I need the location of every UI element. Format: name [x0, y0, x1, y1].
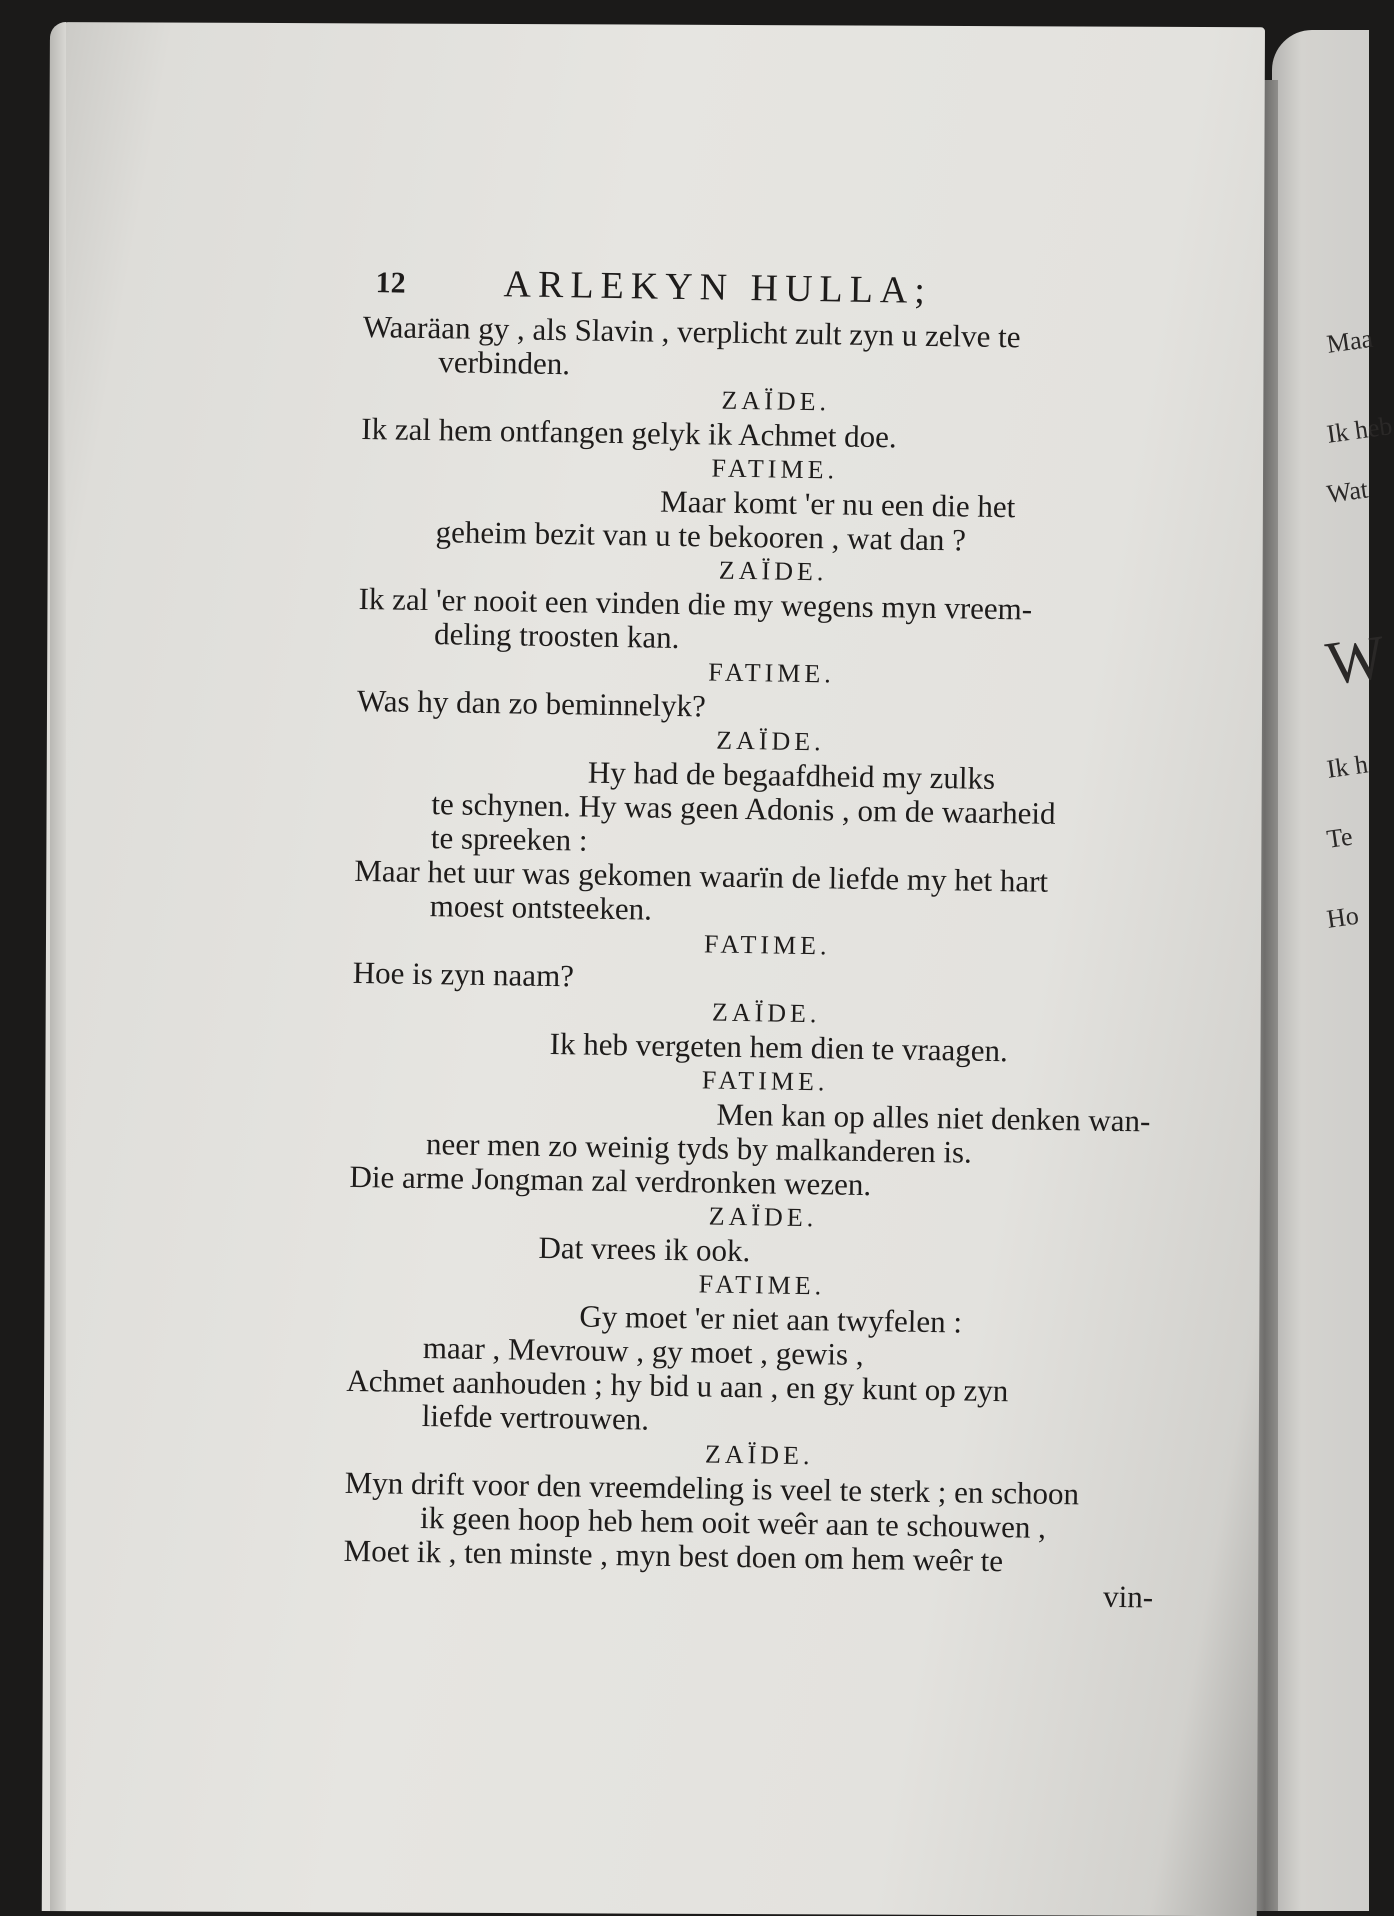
facing-fragment: Maa	[1324, 323, 1375, 359]
speaker-name: FATIME.	[701, 1065, 829, 1097]
text-line: neer men zo weinig tyds by malkanderen is.	[425, 1126, 973, 1170]
speaker-name: ZAÏDE.	[704, 1439, 814, 1471]
text-line: Gy moet 'er niet aan twyfelen :	[579, 1298, 963, 1340]
text-line: ik geen hoop heb hem ooit weêr aan te schouwen ,	[419, 1500, 1047, 1545]
text-line: liefde vertrouwen.	[421, 1398, 650, 1437]
page-edge	[50, 22, 66, 1911]
speaker-name: FATIME.	[708, 657, 835, 689]
running-title: ARLEKYN HULLA;	[503, 263, 933, 312]
speaker-name: ZAÏDE.	[711, 997, 821, 1029]
text-line: Waaräan gy , als Slavin , verplicht zult zyn u zelve te	[362, 308, 1021, 355]
text-line: Men kan op alles niet denken wan-	[716, 1096, 1151, 1139]
text-line: Myn drift voor den vreemdeling is veel te sterk ; en schoon	[344, 1464, 1080, 1512]
facing-fragment: W	[1322, 623, 1390, 699]
speaker-name: FATIME.	[711, 453, 839, 485]
facing-fragment: Ho	[1324, 900, 1361, 934]
text-line: maar , Mevrouw , gy moet , gewis ,	[422, 1330, 864, 1372]
play-text	[343, 310, 1183, 1581]
facing-fragment: Te	[1324, 821, 1355, 854]
facing-fragment: Ik h	[1324, 749, 1370, 784]
text-line: Die arme Jongman zal verdronken wezen.	[349, 1158, 872, 1203]
text-line: Achmet aanhouden ; hy bid u aan , en gy kunt op zyn	[346, 1362, 1009, 1409]
catchword: vin-	[1102, 1578, 1154, 1615]
text-line: Ik zal hem ontfangen gelyk ik Achmet doe.	[361, 410, 897, 455]
facing-fragment: Ik heb	[1324, 411, 1394, 449]
text-line: Was hy dan zo beminnelyk?	[356, 682, 707, 724]
speaker-name: ZAÏDE.	[715, 725, 825, 757]
facing-fragment: Wat	[1324, 474, 1370, 509]
text-line: geheim bezit van u te bekooren , wat dan ?	[435, 514, 967, 558]
text-line: te spreeken :	[430, 820, 588, 858]
speaker-name: ZAÏDE.	[718, 555, 828, 587]
text-line: Dat vrees ik ook.	[538, 1229, 751, 1269]
text-line: Hoe is zyn naam?	[352, 954, 575, 994]
text-line: Hy had de begaafdheid my zulks	[587, 754, 996, 796]
page-text-block	[341, 258, 1184, 1721]
speaker-name: ZAÏDE.	[708, 1201, 818, 1233]
speaker-name: FATIME.	[703, 929, 831, 961]
text-line: Maar het uur was gekomen waarïn de liefde my het hart	[354, 852, 1049, 899]
speaker-name: ZAÏDE.	[721, 385, 831, 417]
facing-page-text	[1322, 260, 1394, 1260]
page-number: 12	[375, 266, 406, 300]
text-line: moest ontsteeken.	[429, 888, 653, 927]
text-line: verbinden.	[438, 344, 571, 382]
text-line: Ik heb vergeten hem dien te vraagen.	[549, 1026, 1009, 1069]
text-line: deling troosten kan.	[433, 616, 680, 655]
text-line: Moet ik , ten minste , myn best doen om hem weêr te	[343, 1532, 1004, 1579]
text-line: Maar komt 'er nu een die het	[659, 483, 1016, 525]
text-line: te schynen. Hy was geen Adonis , om de waarheid	[431, 786, 1056, 831]
text-line: Ik zal 'er nooit een vinden die my wegens myn vreem-	[358, 580, 1033, 627]
speaker-name: FATIME.	[698, 1269, 826, 1301]
